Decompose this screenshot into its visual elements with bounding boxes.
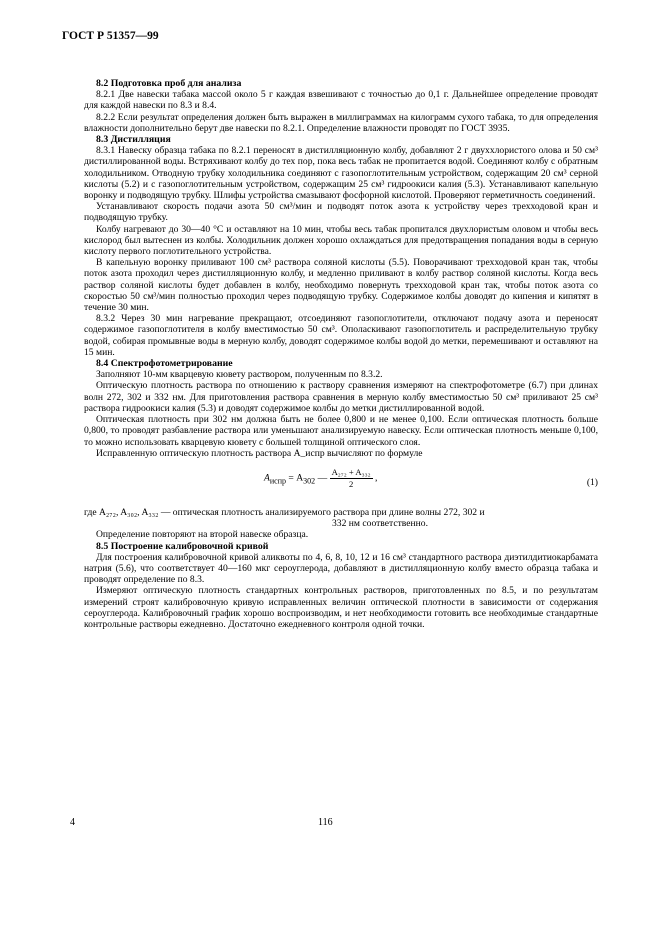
paragraph-8-4-optical: Оптическую плотность раствора по отношению к раствору сравнения измеряют на спектрофотометре (6.7) при длинах волн 272, 302 и 332 нм. Для приготовления раствора сравнения в мерную колбу вместимостью 50 см³ приливают 25 см³ раствора гидроокиси калия (5.3) и доводят содержимое колбы до метки дистиллированной водой. xyxy=(84,380,598,414)
document-body xyxy=(84,78,598,630)
formula-where-line1: где A₂₇₂, A₃₀₂, A₃₃₂ — оптическая плотность анализируемого раствора при длине волны 272, 302 и xyxy=(84,506,485,518)
section-heading-8-3: 8.3 Дистилляция xyxy=(96,134,171,146)
paragraph-8-4-formula-intro: Исправленную оптическую плотность раствора A_испр вычисляют по формуле xyxy=(96,447,423,459)
paragraph-8-3-2: 8.3.2 Через 30 мин нагревание прекращают, отсоединяют газопоглотители, отключают подачу азота и переносят содержимое газопоглотителя в колбу вместимостью 50 см³. Ополаскивают газопоглотитель и распределительную трубку водой, собирая промывные воды в мерную колбу, доводят содержимое колбы водой до метки, перемешивают и оставляют на 15 мин. xyxy=(84,313,598,358)
section-heading-8-2: 8.2 Подготовка проб для анализа xyxy=(96,78,242,89)
formula-where-line2: 332 нм соответственно. xyxy=(332,518,428,530)
paragraph-8-5-aliquots: Для построения калибровочной кривой аликвоты по 4, 6, 8, 10, 12 и 16 см³ стандартного раствора диэтилдитиокарбамата натрия (5.6), что соответствует 40—160 мкг сероуглерода, добавляют в дистилляционную колбу вместо образца табака и проводят определение по 8.3. xyxy=(84,551,598,586)
formula-lhs: A xyxy=(264,472,270,484)
paragraph-8-2-1: 8.2.1 Две навески табака массой около 5 г каждая взвешивают с точностью до 0,1 г. Дальнейшее определение проводят для каждой навески по 8.3 и 8.4. xyxy=(84,89,598,112)
paragraph-8-2-2: 8.2.2 Если результат определения должен быть выражен в миллиграммах на килограмм сухого табака, то для определения влажности дополнительно берут две навески по 8.2.1. Определение влажности проводят по ГОСТ 3935. xyxy=(84,111,598,134)
section-heading-8-5: 8.5 Построение калибровочной кривой xyxy=(96,540,269,552)
paragraph-8-5-measure: Измеряют оптическую плотность стандартных контрольных растворов, приготовленных по 8.5, и по результатам измерений строят калибровочную кривую исправленных величин оптической плотности в зависимости от содержания сероуглерода. Калибровочный график хорошо воспроизводим, и нет необходимости готовить все необходимые стандартные контрольные растворы ежедневно. Достаточно ежедневного контроля одной точки. xyxy=(84,585,598,630)
paragraph-8-3-1: 8.3.1 Навеску образца табака по 8.2.1 переносят в дистилляционную колбу, добавляют 2 г двуххлористого олова и 50 см³ дистиллированной воды. Встряхивают колбу до тех пор, пока весь табак не пропитается водой. Соединяют колбу с обратным холодильником. Отводную трубку холодильника соединяют с газопоглотительным устройством, содержащим 20 см³ серной кислоты (5.2) и с газопоглотительным устройством, содержащим 25 см³ гидроокиси калия (5.3). Устанавливают капельную воронку и подводящую трубку. Шлифы устройства смазывают фосфорной кислотой. Проверяют герметичность соединений. xyxy=(84,145,598,202)
page-number-center: 116 xyxy=(318,817,333,828)
formula-1 xyxy=(84,467,598,501)
formula-fraction xyxy=(330,467,373,490)
formula-expression xyxy=(264,467,377,490)
formula-eq: = A xyxy=(288,472,304,484)
formula-lhs-sub: испр xyxy=(269,476,286,486)
fraction-denominator: 2 xyxy=(348,478,354,489)
section-heading-8-4: 8.4 Спектрофотометрирование xyxy=(96,358,233,370)
paragraph-8-3-acid: В капельную воронку приливают 100 см³ раствора соляной кислоты (5.5). Поворачивают трехходовой кран так, чтобы поток азота проходил через дистилляционную колбу, и медленно приливают в колбу раствор соляной кислоты. Когда весь раствор соляной кислоты будет добавлен в колбу, необходимо повернуть трехходовой кран так, чтобы поток азота со скоростью 50 см³/мин полностью проходил через подводящую трубку. Содержимое колбы доводят до кипения и кипятят в течение 30 мин. xyxy=(84,257,598,314)
document-header: ГОСТ Р 51357—99 xyxy=(62,30,159,42)
paragraph-8-4-repeat: Определение повторяют на второй навеске образца. xyxy=(96,529,309,541)
paragraph-8-4-cuvette: Заполняют 10-мм кварцевую кювету раствором, полученным по 8.3.2. xyxy=(96,369,383,381)
fraction-numerator: A₂₇₂ + A₃₃₂ xyxy=(331,466,371,477)
formula-minus: — xyxy=(317,472,328,484)
paragraph-8-4-limits: Оптическая плотность при 302 нм должна быть не более 0,800 и не менее 0,100. Если оптическая плотность больше 0,800, то проводят разбавление раствора или уменьшают анализируемую навеску. Если оптическая плотность меньше 0,100, то можно использовать кварцевую кювету с большей толщиной оптического слоя. xyxy=(84,414,598,448)
page-number-left: 4 xyxy=(70,817,75,828)
formula-a302-sub: 302 xyxy=(303,476,316,486)
paragraph-8-3-heating: Колбу нагревают до 30—40 °С и оставляют на 10 мин, чтобы весь табак пропитался двухлористым оловом и чтобы весь кислород был вытеснен из колбы. Холодильник должен хорошо охлаждаться для предотвращения попадания воды в серную кислоту первого поглотительного устройства. xyxy=(84,223,598,258)
formula-explanation xyxy=(84,507,598,529)
formula-number: (1) xyxy=(586,476,598,488)
formula-comma: , xyxy=(375,472,378,484)
paragraph-8-3-nitrogen: Устанавливают скорость подачи азота 50 см³/мин и подводят поток азота к устройству через трехходовой кран и подводящую трубку. xyxy=(84,201,598,224)
